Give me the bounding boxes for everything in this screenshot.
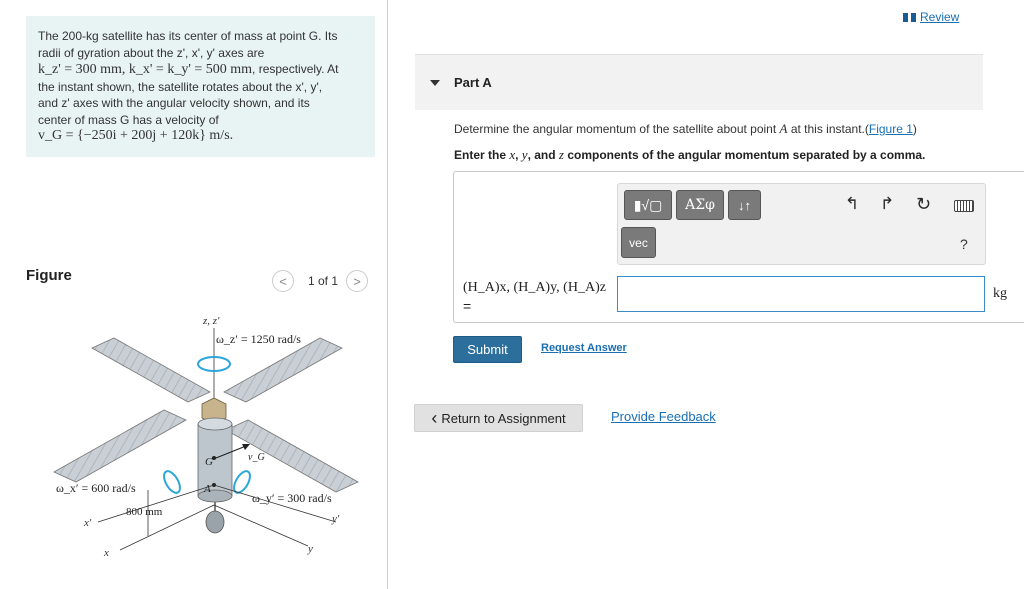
help-icon[interactable]: ? bbox=[960, 236, 968, 252]
book-icon bbox=[903, 13, 916, 22]
expression-text: (H_A)x, (H_A)y, (H_A)z bbox=[463, 280, 606, 295]
point-a-label: A bbox=[204, 483, 211, 495]
chevron-left-icon: ‹ bbox=[431, 408, 438, 428]
chevron-left-icon: < bbox=[279, 273, 287, 289]
problem-line-4: the instant shown, the satellite rotates about the x', y', bbox=[38, 79, 323, 94]
question-before: Determine the angular momentum of the satellite about point bbox=[454, 122, 780, 136]
satellite-figure bbox=[40, 300, 370, 585]
radii-math: k_z' = 300 mm, k_x' = k_y' = 500 mm bbox=[38, 62, 253, 77]
vec-button[interactable]: vec bbox=[621, 227, 656, 258]
return-label: Return to Assignment bbox=[441, 410, 566, 426]
question-close: ) bbox=[912, 122, 917, 136]
problem-line-6: center of mass G has a velocity of bbox=[38, 112, 219, 127]
antenna-dish bbox=[206, 511, 224, 533]
reset-icon[interactable]: ↻ bbox=[916, 194, 932, 214]
omega-y-label: ω_y′ = 300 rad/s bbox=[252, 491, 332, 505]
problem-line-5: and z' axes with the angular velocity shown, and its bbox=[38, 96, 310, 110]
instr-y: y bbox=[521, 147, 528, 162]
provide-feedback-link[interactable]: Provide Feedback bbox=[611, 409, 716, 424]
x-axis-label: x bbox=[104, 547, 109, 559]
figure-heading: Figure bbox=[26, 267, 72, 284]
instr-x: x bbox=[509, 147, 516, 162]
y-prime-axis-label: y′ bbox=[332, 513, 340, 525]
solar-panel-upper-right bbox=[224, 338, 342, 402]
panel-divider bbox=[387, 0, 388, 589]
instr-z: z bbox=[558, 147, 564, 162]
submit-button[interactable]: Submit bbox=[453, 336, 522, 363]
review-label: Review bbox=[920, 10, 960, 24]
instr-1: Enter the bbox=[454, 148, 510, 162]
prev-figure-button[interactable] bbox=[272, 270, 294, 292]
arrows-button[interactable]: ↓↑ bbox=[728, 190, 761, 220]
instruction-text bbox=[454, 147, 925, 163]
math-toolbar bbox=[617, 183, 986, 265]
unit-label: kg bbox=[993, 286, 1007, 301]
instr-3: , and bbox=[527, 148, 559, 162]
omega-x-label: ω_x′ = 600 rad/s bbox=[56, 481, 136, 495]
problem-statement bbox=[26, 16, 375, 157]
next-figure-button[interactable] bbox=[346, 270, 368, 292]
y-axis-label: y bbox=[308, 543, 313, 555]
instr-4: components of the angular momentum separated by a comma. bbox=[563, 148, 926, 162]
part-a-header[interactable] bbox=[415, 55, 983, 110]
problem-line-2: radii of gyration about the z', x', y' axes are bbox=[38, 45, 265, 60]
dimension-label: 800 mm bbox=[126, 506, 163, 518]
solar-panel-upper-left bbox=[92, 338, 210, 402]
redo-icon[interactable]: ↱ bbox=[880, 194, 895, 213]
velocity-math: v_G = {−250i + 200j + 120k} m/s. bbox=[38, 128, 234, 143]
answer-expression bbox=[463, 279, 606, 315]
instr-2: , bbox=[515, 148, 522, 162]
pager-text: 1 of 1 bbox=[308, 274, 339, 288]
vg-label: v_G bbox=[248, 452, 265, 463]
undo-icon[interactable]: ↰ bbox=[845, 194, 860, 213]
request-answer-link[interactable]: Request Answer bbox=[541, 342, 627, 354]
answer-input[interactable] bbox=[617, 276, 985, 312]
review-link[interactable] bbox=[903, 10, 959, 24]
equals-sign: = bbox=[463, 298, 472, 314]
problem-line-3 bbox=[38, 61, 365, 79]
return-to-assignment-button[interactable] bbox=[414, 404, 583, 432]
templates-button[interactable]: ▮√▢ bbox=[624, 190, 672, 220]
question-point: A bbox=[779, 121, 788, 136]
figure-pager bbox=[272, 269, 376, 293]
figure-1-link[interactable]: Figure 1 bbox=[868, 122, 913, 136]
solar-panel-lower-right bbox=[226, 420, 358, 492]
problem-line-3-tail: , respectively. At bbox=[252, 62, 339, 76]
caret-down-icon bbox=[430, 80, 440, 86]
z-axis-label: z, z′ bbox=[203, 315, 220, 327]
x-prime-axis-label: x′ bbox=[84, 517, 92, 529]
point-g-label: G bbox=[205, 456, 213, 468]
part-title: Part A bbox=[454, 75, 492, 90]
problem-line-1: The 200-kg satellite has its center of mass at point G. Its bbox=[38, 29, 338, 43]
question-after: at this instant.( bbox=[787, 122, 869, 136]
omega-x-rotation-icon bbox=[161, 469, 183, 496]
keyboard-icon[interactable] bbox=[954, 200, 974, 212]
question-text bbox=[454, 121, 917, 137]
chevron-right-icon: > bbox=[353, 273, 361, 289]
y-axis-line bbox=[214, 505, 308, 546]
greek-symbols-button[interactable]: ΑΣφ bbox=[676, 190, 724, 220]
omega-z-label: ω_z′ = 1250 rad/s bbox=[216, 332, 301, 346]
satellite-body-top bbox=[198, 418, 232, 430]
